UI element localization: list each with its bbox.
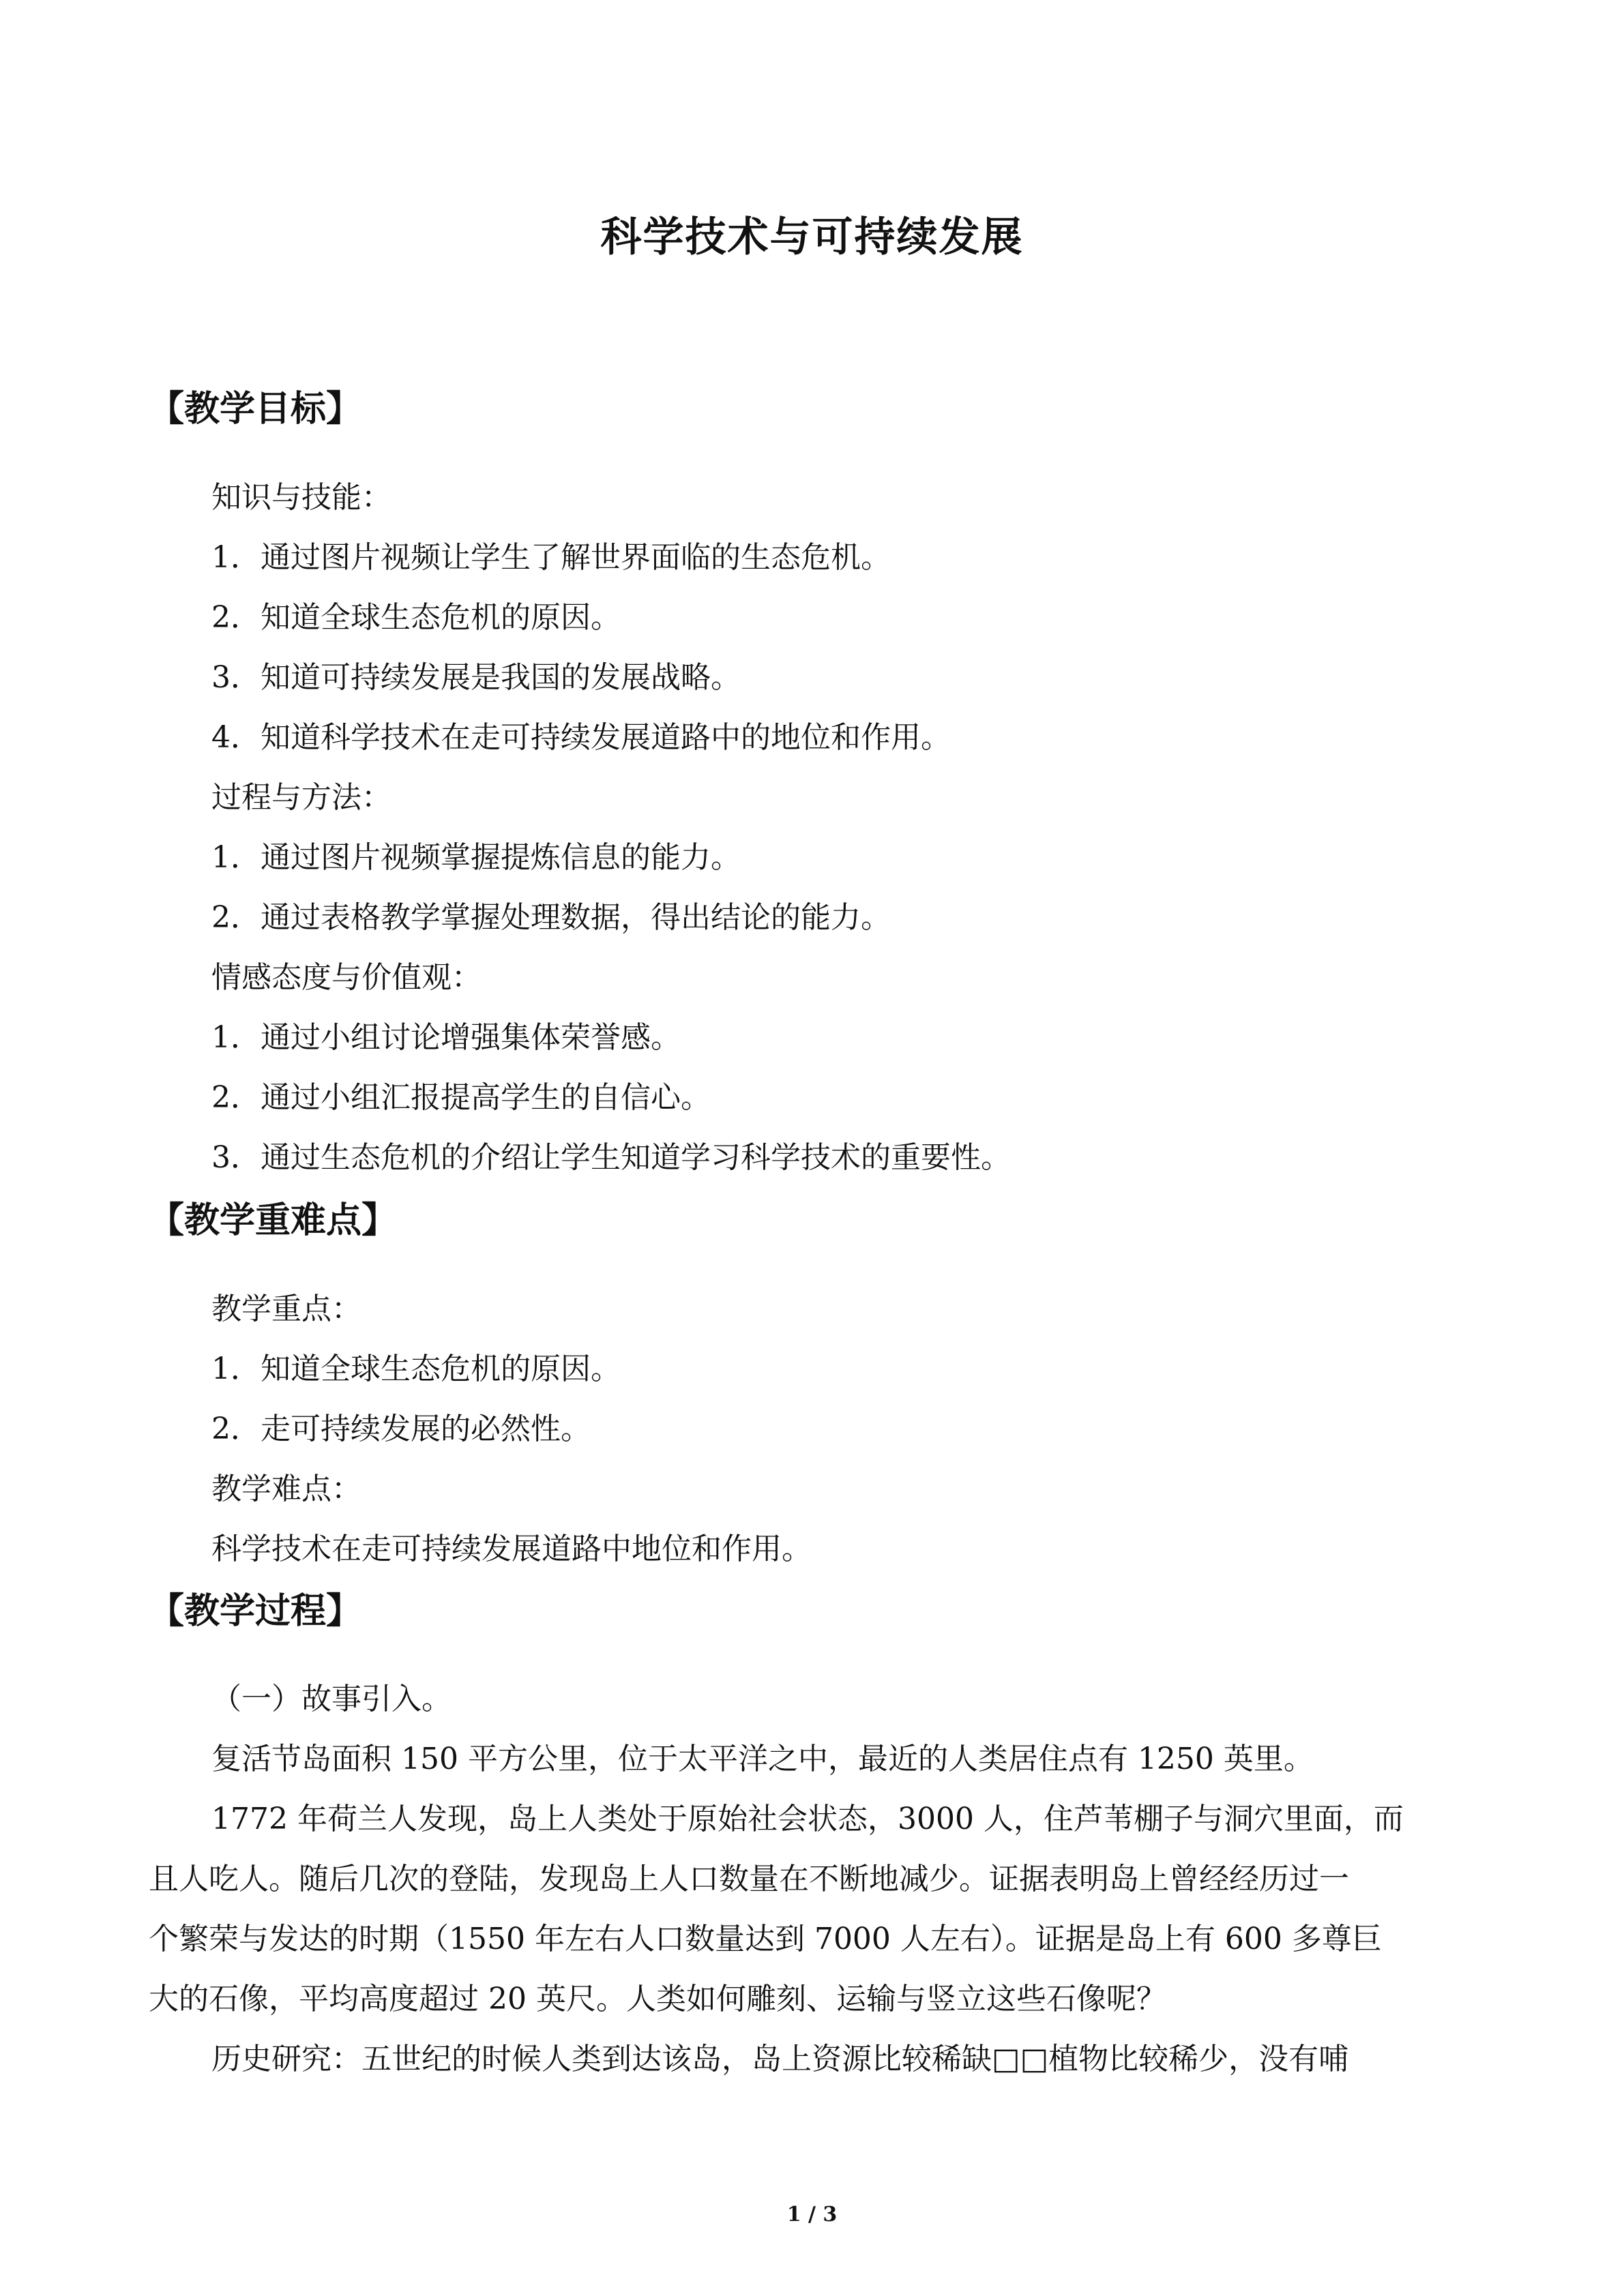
list-item: 2．走可持续发展的必然性。 (211, 1412, 591, 1446)
list-item: 2．通过表格教学掌握处理数据，得出结论的能力。 (211, 900, 891, 935)
difficulty-label: 教学难点： (211, 1472, 361, 1506)
list-item: 4．知道科学技术在走可持续发展道路中的地位和作用。 (211, 720, 951, 755)
list-item: 2．知道全球生态危机的原因。 (211, 600, 621, 635)
section-heading-key-points: 【教学重难点】 (149, 1199, 398, 1241)
list-item: 3．知道可持续发展是我国的发展战略。 (211, 660, 741, 695)
paragraph-line: 个繁荣与发达的时期（1550 年左右人口数量达到 7000 人左右）。证据是岛上有 600 多尊巨 (149, 1922, 1382, 1956)
paragraph-line: 1772 年荷兰人发现，岛上人类处于原始社会状态，3000 人，住芦苇棚子与洞穴里面，而 (211, 1802, 1404, 1836)
key-label: 教学重点： (211, 1292, 361, 1326)
paragraph-line: 且人吃人。随后几次的登陆，发现岛上人口数量在不断地减少。证据表明岛上曾经经历过一 (149, 1862, 1349, 1896)
paragraph-line: 大的石像，平均高度超过 20 英尺。人类如何雕刻、运输与竖立这些石像呢？ (149, 1982, 1166, 2016)
list-item: 1．知道全球生态危机的原因。 (211, 1352, 621, 1386)
list-item: 3．通过生态危机的介绍让学生知道学习科学技术的重要性。 (211, 1140, 1011, 1175)
list-item: 2．通过小组汇报提高学生的自信心。 (211, 1080, 711, 1115)
document-title: 科学技术与可持续发展 (600, 213, 1024, 261)
process-label: 过程与方法： (211, 780, 392, 815)
list-item: 1．通过图片视频掌握提炼信息的能力。 (211, 840, 741, 875)
attitude-label: 情感态度与价值观： (211, 960, 482, 995)
paragraph: 历史研究：五世纪的时候人类到达该岛，岛上资源比较稀缺□□植物比较稀少，没有哺 (211, 2042, 1349, 2076)
paragraph: 复活节岛面积 150 平方公里，位于太平洋之中，最近的人类居住点有 1250 英里。 (211, 1742, 1314, 1776)
list-item: 1．通过小组讨论增强集体荣誉感。 (211, 1020, 681, 1055)
difficulty-text: 科学技术在走可持续发展道路中地位和作用。 (211, 1532, 812, 1566)
knowledge-label: 知识与技能： (211, 480, 392, 515)
process-intro: （一）故事引入。 (211, 1682, 452, 1716)
section-heading-process: 【教学过程】 (149, 1590, 362, 1632)
page-number: 1 / 3 (786, 2203, 838, 2226)
list-item: 1．通过图片视频让学生了解世界面临的生态危机。 (211, 540, 891, 575)
section-heading-objectives: 【教学目标】 (149, 388, 362, 430)
